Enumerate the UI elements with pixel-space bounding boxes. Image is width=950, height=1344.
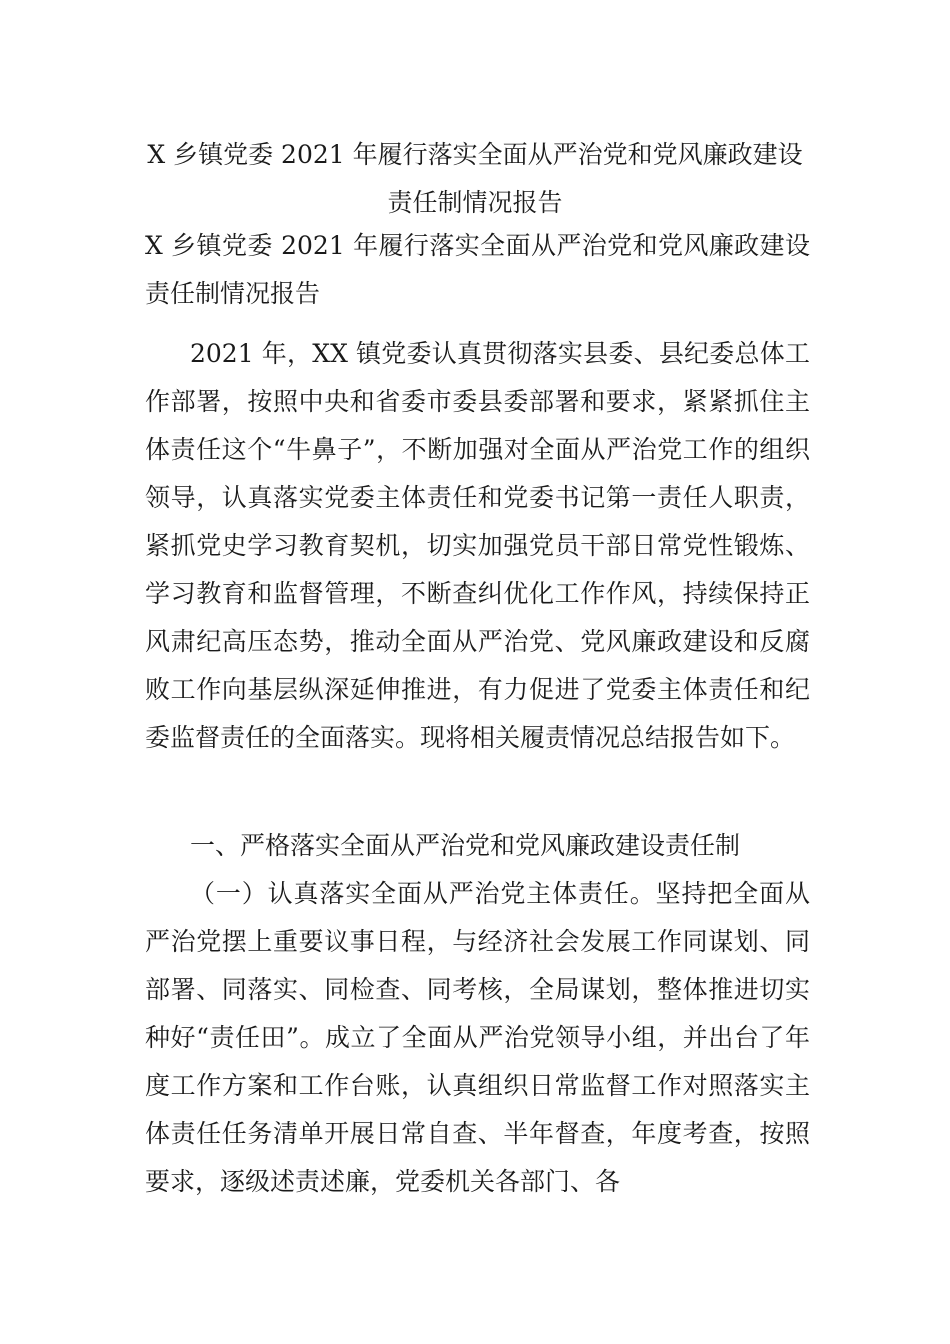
document-title-line1: X 乡镇党委 2021 年履行落实全面从严治党和党风廉政建设	[147, 140, 803, 169]
section-heading-1: 一、严格落实全面从严治党和党风廉政建设责任制	[190, 831, 741, 860]
paragraph-section1-1: （一）认真落实全面从严治党主体责任。坚持把全面从严治党摆上重要议事日程，与经济社会发展工作同谋划、同部署、同落实、同检查、同考核，全局谋划，整体推进切实种好“责任田”。成立了全面从严治党领导小组，并出台了年度工作方案和工作台账，认真组织日常监督工作对照落实主体责任任务清单开展日常自查、半年督查，年度考查，按照要求，逐级述责述廉，党委机关各部门、各	[145, 879, 810, 1196]
document-title-line2: 责任制情况报告	[387, 188, 563, 217]
document-subtitle: X 乡镇党委 2021 年履行落实全面从严治党和党风廉政建设责任制情况报告	[145, 231, 810, 308]
paragraph-intro: 2021 年，XX 镇党委认真贯彻落实县委、县纪委总体工作部署，按照中央和省委市委县委部署和要求，紧紧抓住主体责任这个“牛鼻子”，不断加强对全面从严治党工作的组织领导，认真落实党委主体责任和党委书记第一责任人职责，紧抓党史学习教育契机，切实加强党员干部日常党性锻炼、学习教育和监督管理，不断查纠优化工作作风，持续保持正风肃纪高压态势，推动全面从严治党、党风廉政建设和反腐败工作向基层纵深延伸推进，有力促进了党委主体责任和纪委监督责任的全面落实。现将相关履责情况总结报告如下。	[145, 339, 810, 752]
